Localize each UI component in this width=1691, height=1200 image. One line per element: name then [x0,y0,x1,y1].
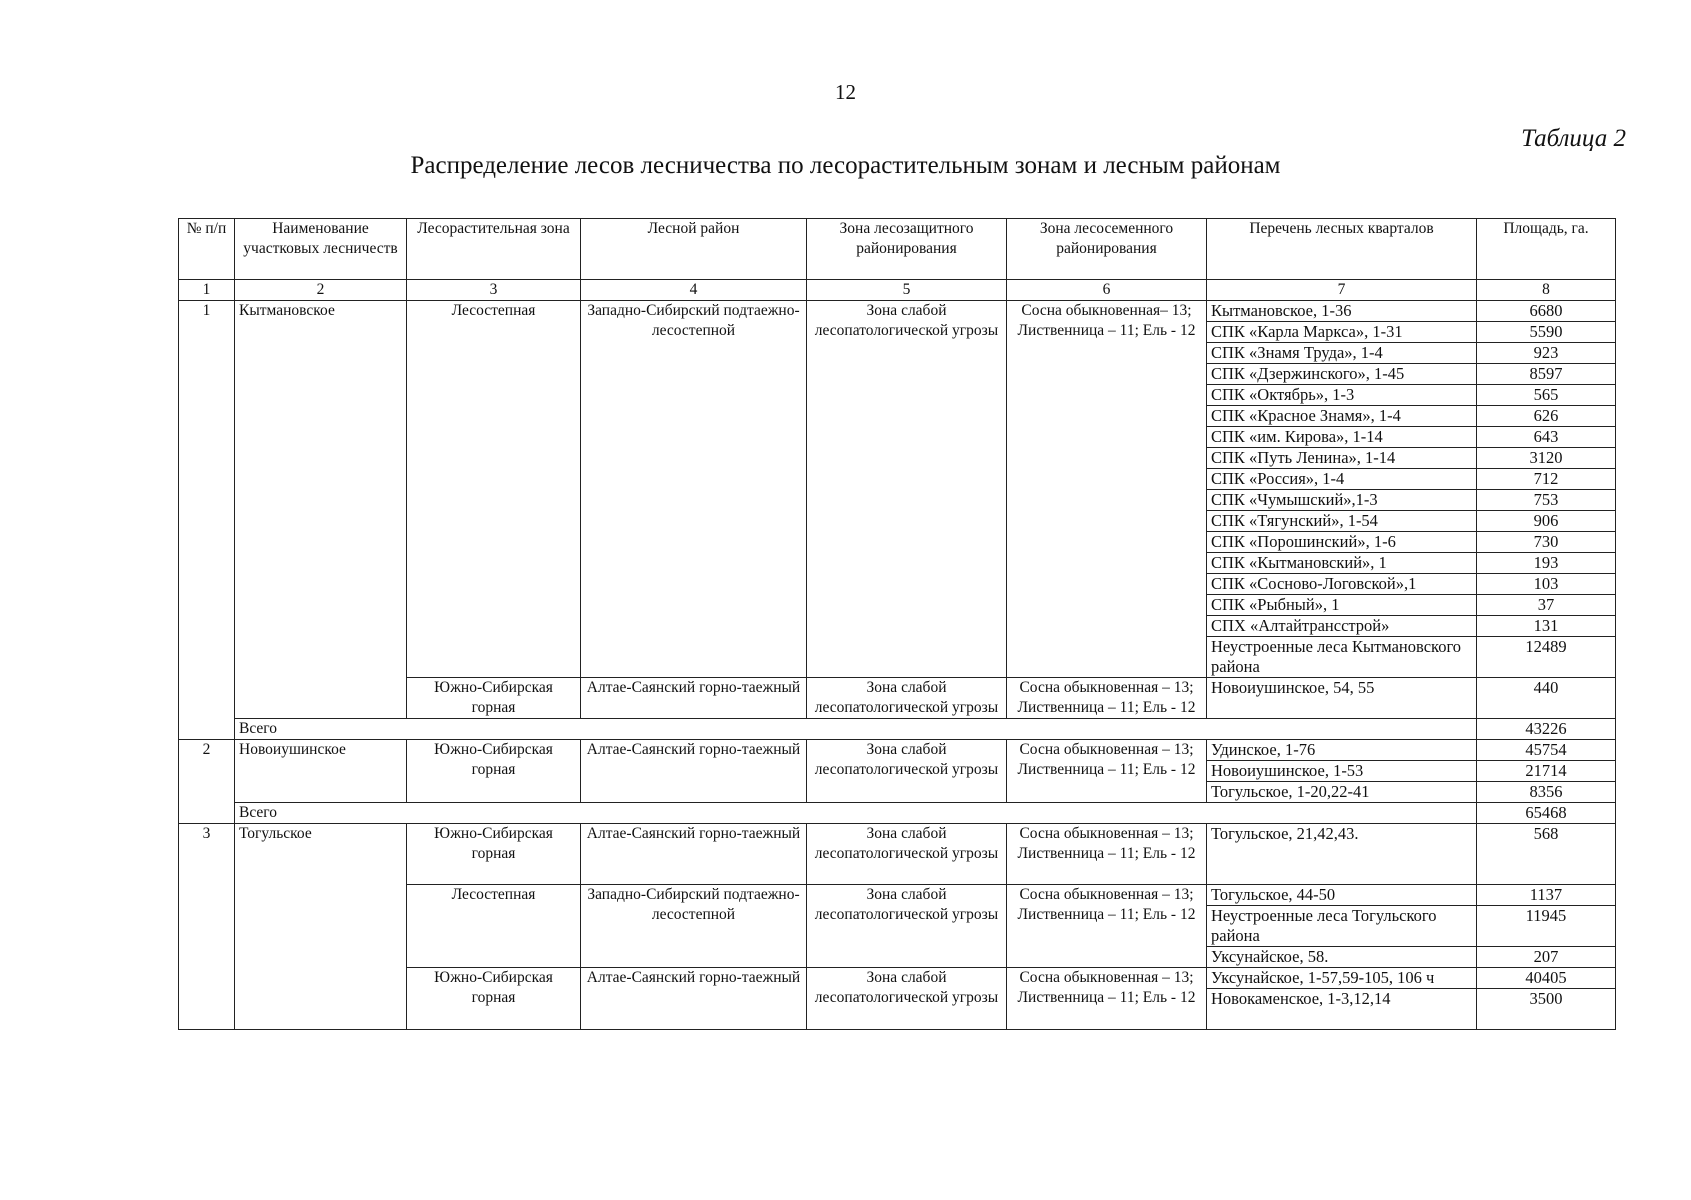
forest-zone-cell: Южно-Сибирская горная [407,968,581,1030]
area-cell: 8356 [1477,782,1616,803]
header-cell: Площадь, га. [1477,219,1616,280]
area-cell: 5590 [1477,322,1616,343]
header-cell: Лесорастительная зона [407,219,581,280]
seed-zone-cell: Сосна обыкновенная – 13; Лиственница – 11; Ель - 12 [1007,824,1207,885]
quarter-cell: Новокаменское, 1-3,12,14 [1207,989,1477,1030]
quarter-cell: Удинское, 1-76 [1207,740,1477,761]
quarter-cell: СПК «Кытмановский», 1 [1207,553,1477,574]
area-cell: 626 [1477,406,1616,427]
area-cell: 906 [1477,511,1616,532]
column-number: 3 [407,280,581,301]
header-row [179,219,1616,280]
area-cell: 37 [1477,595,1616,616]
area-cell: 40405 [1477,968,1616,989]
forestry-name-cell: Тогульское [235,824,407,1030]
column-number: 7 [1207,280,1477,301]
forestry-name-cell: Кытмановское [235,301,407,719]
quarter-cell: СПК «Путь Ленина», 1-14 [1207,448,1477,469]
area-cell: 45754 [1477,740,1616,761]
quarter-cell: СПК «им. Кирова», 1-14 [1207,427,1477,448]
total-row [179,803,1616,824]
total-area: 65468 [1477,803,1616,824]
quarter-cell: Новоиушинское, 54, 55 [1207,678,1477,719]
forest-district-cell: Алтае-Саянский горно-таежный [581,678,807,719]
page-number: 12 [835,80,856,104]
header-cell: Лесной район [581,219,807,280]
area-cell: 11945 [1477,906,1616,947]
quarter-cell: СПК «Чумышский»,1-3 [1207,490,1477,511]
table-row [179,824,1616,885]
protection-zone-cell: Зона слабой лесопатологической угрозы [807,301,1007,678]
quarter-cell: Тогульское, 44-50 [1207,885,1477,906]
area-cell: 21714 [1477,761,1616,782]
row-number-cell: 3 [179,824,235,1030]
protection-zone-cell: Зона слабой лесопатологической угрозы [807,740,1007,803]
quarter-cell: Неустроенные леса Кытмановского района [1207,637,1477,678]
quarter-cell: СПК «Дзержинского», 1-45 [1207,364,1477,385]
forest-district-cell: Западно-Сибирский подтаежно-лесостепной [581,301,807,678]
protection-zone-cell: Зона слабой лесопатологической угрозы [807,678,1007,719]
area-cell: 12489 [1477,637,1616,678]
forest-zone-cell: Южно-Сибирская горная [407,824,581,885]
seed-zone-cell: Сосна обыкновенная – 13; Лиственница – 11; Ель - 12 [1007,740,1207,803]
table-label: Таблица 2 [1521,125,1626,152]
quarter-cell: СПК «Знамя Труда», 1-4 [1207,343,1477,364]
area-cell: 923 [1477,343,1616,364]
quarter-cell: СПК «Тягунский», 1-54 [1207,511,1477,532]
area-cell: 3120 [1477,448,1616,469]
area-cell: 643 [1477,427,1616,448]
forest-district-cell: Алтае-Саянский горно-таежный [581,824,807,885]
quarter-cell: СПК «Карла Маркса», 1-31 [1207,322,1477,343]
total-label: Всего [235,719,1477,740]
protection-zone-cell: Зона слабой лесопатологической угрозы [807,824,1007,885]
forest-district-cell: Алтае-Саянский горно-таежный [581,968,807,1030]
area-cell: 103 [1477,574,1616,595]
quarter-cell: Тогульское, 1-20,22-41 [1207,782,1477,803]
header-cell: Зона лесосеменного районирования [1007,219,1207,280]
quarter-cell: Уксунайское, 58. [1207,947,1477,968]
area-cell: 568 [1477,824,1616,885]
area-cell: 753 [1477,490,1616,511]
protection-zone-cell: Зона слабой лесопатологической угрозы [807,968,1007,1030]
row-number-cell: 2 [179,740,235,824]
forestry-name-cell: Новоиушинское [235,740,407,803]
header-cell: № п/п [179,219,235,280]
header-cell: Зона лесозащитного районирования [807,219,1007,280]
quarter-cell: Уксунайское, 1-57,59-105, 106 ч [1207,968,1477,989]
forest-zone-cell: Лесостепная [407,301,581,678]
quarter-cell: СПК «Порошинский», 1-6 [1207,532,1477,553]
quarter-cell: СПК «Россия», 1-4 [1207,469,1477,490]
area-cell: 712 [1477,469,1616,490]
forest-district-cell: Алтае-Саянский горно-таежный [581,740,807,803]
row-number-cell: 1 [179,301,235,740]
column-number: 5 [807,280,1007,301]
area-cell: 131 [1477,616,1616,637]
table-row [179,301,1616,322]
seed-zone-cell: Сосна обыкновенная – 13; Лиственница – 11; Ель - 12 [1007,885,1207,968]
area-cell: 565 [1477,385,1616,406]
quarter-cell: СПК «Сосново-Логовской»,1 [1207,574,1477,595]
area-cell: 6680 [1477,301,1616,322]
area-cell: 193 [1477,553,1616,574]
forest-zone-cell: Лесостепная [407,885,581,968]
forest-zone-cell: Южно-Сибирская горная [407,678,581,719]
quarter-cell: Кытмановское, 1-36 [1207,301,1477,322]
area-cell: 730 [1477,532,1616,553]
forest-district-cell: Западно-Сибирский подтаежно-лесостепной [581,885,807,968]
forest-zone-cell: Южно-Сибирская горная [407,740,581,803]
area-cell: 8597 [1477,364,1616,385]
total-area: 43226 [1477,719,1616,740]
column-number-row [179,280,1616,301]
quarter-cell: СПК «Рыбный», 1 [1207,595,1477,616]
quarter-cell: СПХ «Алтайтрансстрой» [1207,616,1477,637]
seed-zone-cell: Сосна обыкновенная – 13; Лиственница – 11; Ель - 12 [1007,678,1207,719]
table-row [179,740,1616,761]
header-cell: Перечень лесных кварталов [1207,219,1477,280]
seed-zone-cell: Сосна обыкновенная– 13; Лиственница – 11; Ель - 12 [1007,301,1207,678]
column-number: 4 [581,280,807,301]
forest-distribution-table [178,218,1616,1030]
total-label: Всего [235,803,1477,824]
area-cell: 440 [1477,678,1616,719]
quarter-cell: СПК «Октябрь», 1-3 [1207,385,1477,406]
quarter-cell: СПК «Красное Знамя», 1-4 [1207,406,1477,427]
area-cell: 1137 [1477,885,1616,906]
quarter-cell: Неустроенные леса Тогульского района [1207,906,1477,947]
column-number: 2 [235,280,407,301]
document-title: Распределение лесов лесничества по лесорастительным зонам и лесным районам [410,152,1281,179]
header-cell: Наименование участковых лесничеств [235,219,407,280]
column-number: 8 [1477,280,1616,301]
column-number: 6 [1007,280,1207,301]
quarter-cell: Тогульское, 21,42,43. [1207,824,1477,885]
protection-zone-cell: Зона слабой лесопатологической угрозы [807,885,1007,968]
area-cell: 3500 [1477,989,1616,1030]
total-row [179,719,1616,740]
area-cell: 207 [1477,947,1616,968]
seed-zone-cell: Сосна обыкновенная – 13; Лиственница – 11; Ель - 12 [1007,968,1207,1030]
column-number: 1 [179,280,235,301]
quarter-cell: Новоиушинское, 1-53 [1207,761,1477,782]
